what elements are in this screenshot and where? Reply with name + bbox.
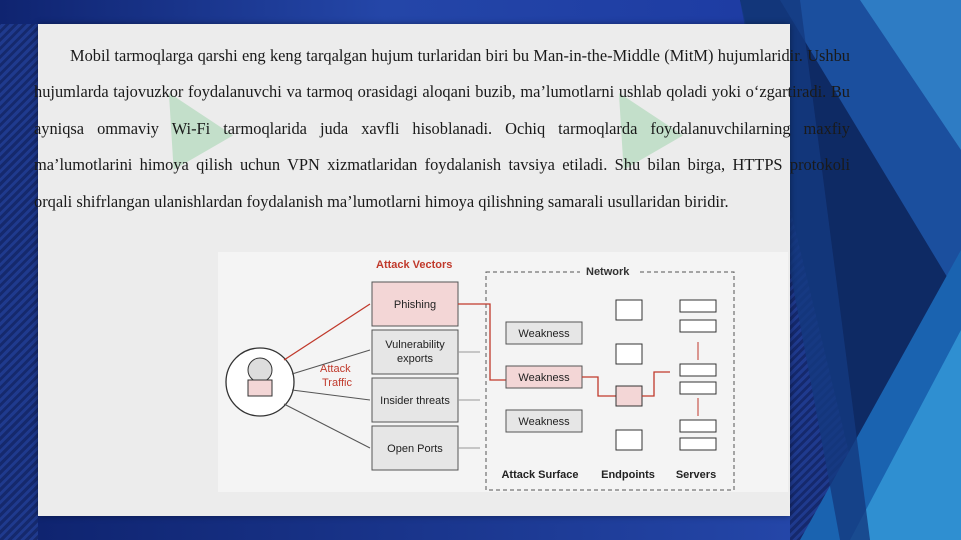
weakness-to-endpoint-path: [582, 377, 616, 396]
weakness-label-2: Weakness: [518, 372, 570, 384]
bottom-frame: [38, 516, 790, 540]
endpoint-laptop-2: [616, 344, 642, 364]
footer-endpoints: Endpoints: [601, 469, 655, 481]
server-4: [680, 382, 716, 394]
vector-ports-label: Open Ports: [387, 443, 443, 455]
server-2: [680, 320, 716, 332]
server-1: [680, 300, 716, 312]
attack-traffic-line2: Traffic: [322, 377, 352, 389]
vector-vulnerability-box: [372, 330, 458, 374]
laptop-icon: [248, 380, 272, 396]
footer-servers: Servers: [675, 469, 717, 481]
phishing-path: [458, 304, 508, 380]
server-3: [680, 364, 716, 376]
body-paragraph: Mobil tarmoqlarga qarshi eng keng tarqalgan hujum turlaridan biri bu Man-in-the-Middle (MitM) hujumlaridir. Ushbu hujumlarda tajovuzkor foydalanuvchi va tarmoq orasidagi aloqani buzib, ma’lumotlarni ushlab qoladi yoki o‘zgartiradi. Bu ayniqsa ommaviy Wi-Fi tarmoqlarida juda xavfli hisoblanadi. Ochiq tarmoqlarda foydalanuvchilarning maxfiy ma’lumotlarini himoya qilish uchun VPN xizmatlaridan foydalanish tavsiya etiladi. Shu bilan birga, HTTPS protokoli orqali shifrlangan ulanishlardan foydalanish ma’lumotlarni himoya qilishning samarali usullaridan biridir.: [34, 46, 850, 211]
vector-insider-label: Insider threats: [380, 395, 450, 407]
hacker-icon: [248, 358, 272, 382]
watermark: ▲: [576, 53, 689, 180]
ports-connector: [284, 404, 370, 448]
attack-traffic-line1: Attack: [320, 363, 351, 375]
watermark: ▲: [126, 53, 239, 180]
weakness-label-3: Weakness: [518, 416, 570, 428]
weakness-label-1: Weakness: [518, 328, 570, 340]
phishing-connector: [284, 304, 370, 360]
server-5: [680, 420, 716, 432]
network-title: Network: [586, 266, 630, 278]
attack-diagram-svg: [218, 252, 748, 492]
attack-vectors-title: Attack Vectors: [376, 259, 453, 271]
insider-connector: [292, 390, 370, 400]
vector-phishing-label: Phishing: [393, 299, 437, 311]
endpoint-laptop-3: [616, 386, 642, 406]
server-6: [680, 438, 716, 450]
vector-vulnerability-label-1: Vulnerability: [385, 339, 445, 351]
endpoint-laptop-4: [616, 430, 642, 450]
vector-vulnerability-label-2: exports: [396, 353, 434, 365]
endpoint-to-server-path: [642, 372, 670, 396]
footer-attack-surface: Attack Surface: [501, 469, 579, 481]
endpoint-laptop-1: [616, 300, 642, 320]
attack-diagram: [218, 252, 788, 492]
